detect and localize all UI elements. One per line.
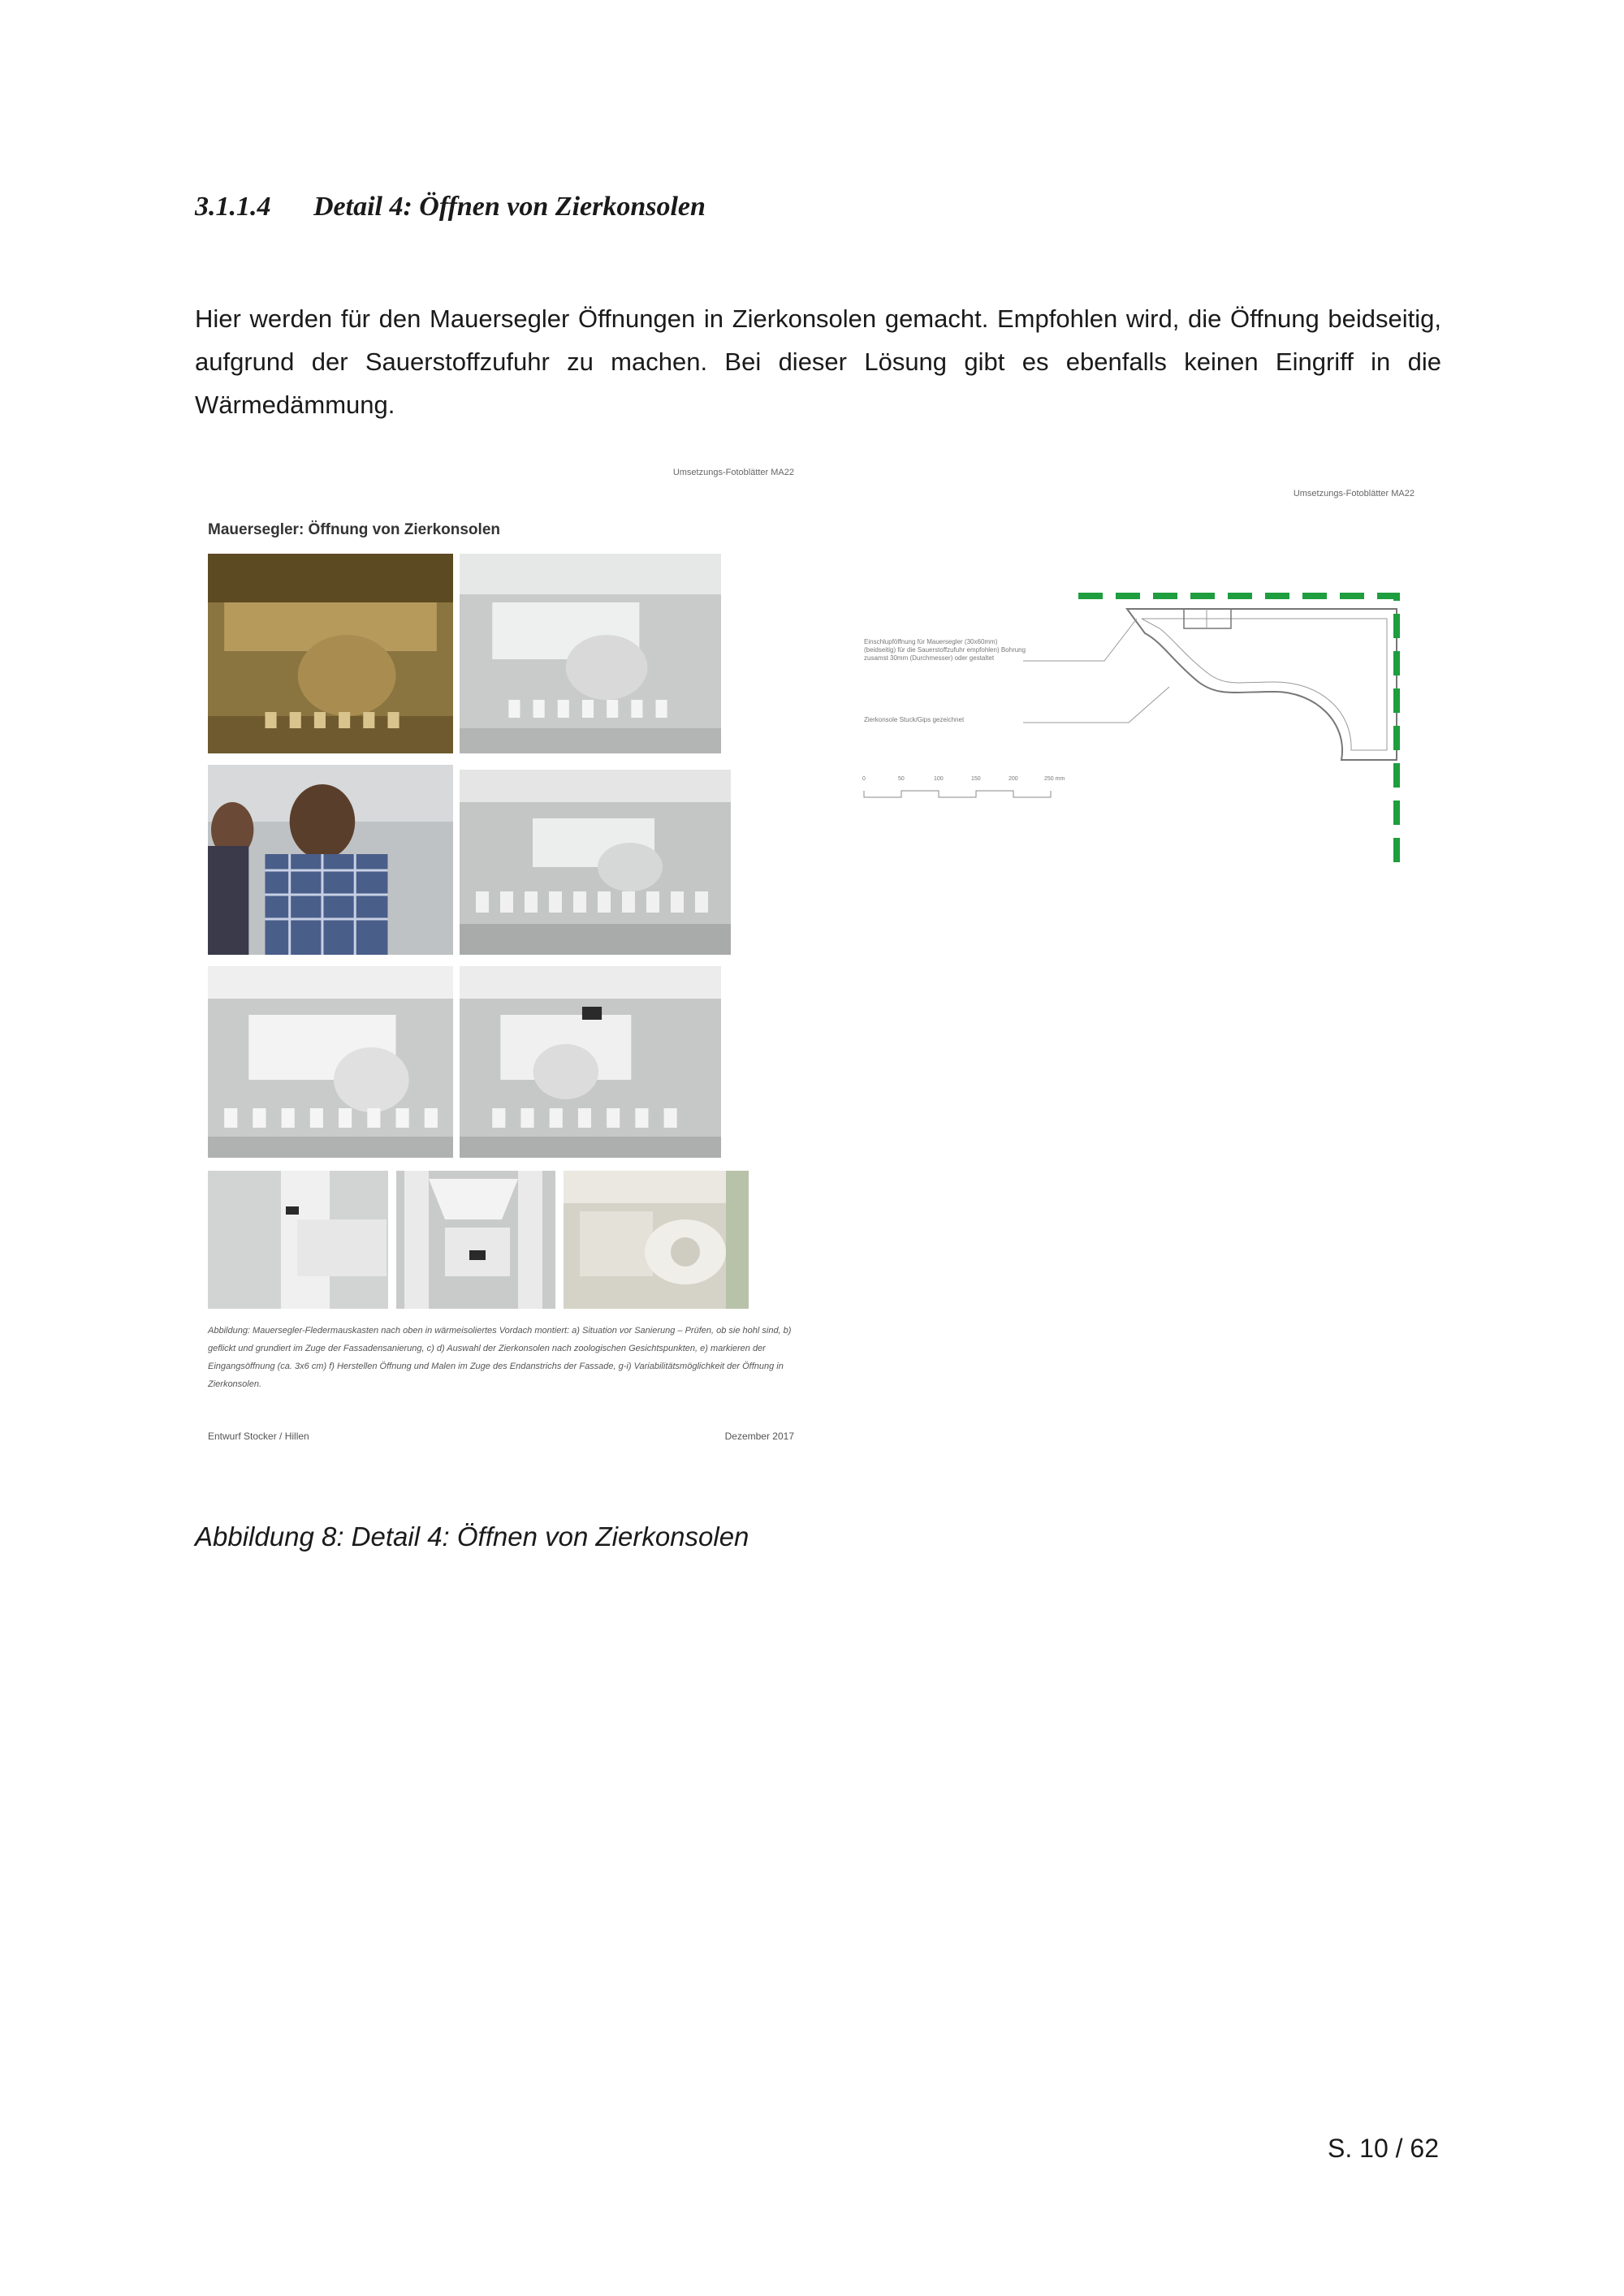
scale-bar <box>861 776 1072 801</box>
label-opening: Einschlupföffnung für Mauersegler (30x60mm) (beidseitig) für die Sauerstoffzufuhr empfohlen) Bohrung zusamst 30mm (Durchmesser) oder gestaltet <box>864 638 1026 662</box>
section-number: 3.1.1.4 <box>195 192 271 222</box>
photo-g <box>208 1171 388 1309</box>
dashed-frame <box>1078 596 1397 869</box>
photo-sheet <box>195 468 796 1458</box>
drawing-header: Umsetzungs-Fotoblätter MA22 <box>1293 489 1415 498</box>
page-number: S. 10 / 62 <box>1328 2134 1439 2163</box>
photo-h <box>396 1171 555 1309</box>
photo-b <box>460 554 721 753</box>
photo-f <box>460 966 721 1158</box>
sheet-title: Mauersegler: Öffnung von Zierkonsolen <box>208 521 500 538</box>
photo-c <box>208 765 453 955</box>
section-heading <box>195 192 706 222</box>
scale-tick: 250 mm <box>1044 776 1065 782</box>
sheet-header: Umsetzungs-Fotoblätter MA22 <box>672 468 794 477</box>
scale-tick: 0 <box>862 776 866 782</box>
photo-i <box>564 1171 749 1309</box>
label-console: Zierkonsole Stuck/Gips gezeichnet <box>864 716 965 723</box>
leader-line-opening <box>1023 619 1137 661</box>
scale-tick: 100 <box>934 776 944 782</box>
sheet-footer-right: Dezember 2017 <box>724 1431 794 1442</box>
sheet-footer-left: Entwurf Stocker / Hillen <box>208 1431 309 1442</box>
leader-line-console <box>1023 687 1169 723</box>
photo-a <box>208 554 453 753</box>
figure-caption: Abbildung 8: Detail 4: Öffnen von Zierkonsolen <box>195 1521 749 1552</box>
scale-tick: 50 <box>898 776 905 782</box>
photo-d <box>460 770 731 955</box>
console-inner-outline <box>1142 619 1387 750</box>
photo-e <box>208 966 453 1158</box>
console-section-svg <box>861 479 1429 901</box>
scale-tick: 150 <box>971 776 981 782</box>
console-drawing <box>861 479 1429 901</box>
scale-tick: 200 <box>1009 776 1018 782</box>
sheet-caption: Abbildung: Mauersegler-Fledermauskasten nach oben in wärmeisoliertes Vordach montiert: a) Situation vor Sanierung – Prüfen, ob sie hohl sind, b) geflickt und grundiert im Zuge der Fassadensanierung, c) d) Auswahl der Zierkonsolen nach zoologischen Gesichtspunkten, e) markieren der Eingangsöffnung (ca. 3x6 cm) f) Herstellen Öffnung und Malen im Zuge des Endanstrichs der Fassade, g-i) Variabilitätsmöglichkeit der Öffnung in Zierkonsolen. <box>208 1326 792 1389</box>
console-outline <box>1127 609 1397 760</box>
section-title: Detail 4: Öffnen von Zierkonsolen <box>313 192 706 222</box>
body-paragraph: Hier werden für den Mauersegler Öffnungen in Zierkonsolen gemacht. Empfohlen wird, die Öffnung beidseitig, aufgrund der Sauerstoffzufuhr zu machen. Bei dieser Lösung gibt es ebenfalls keinen Eingriff in die Wärmedämmung. <box>195 304 1441 419</box>
